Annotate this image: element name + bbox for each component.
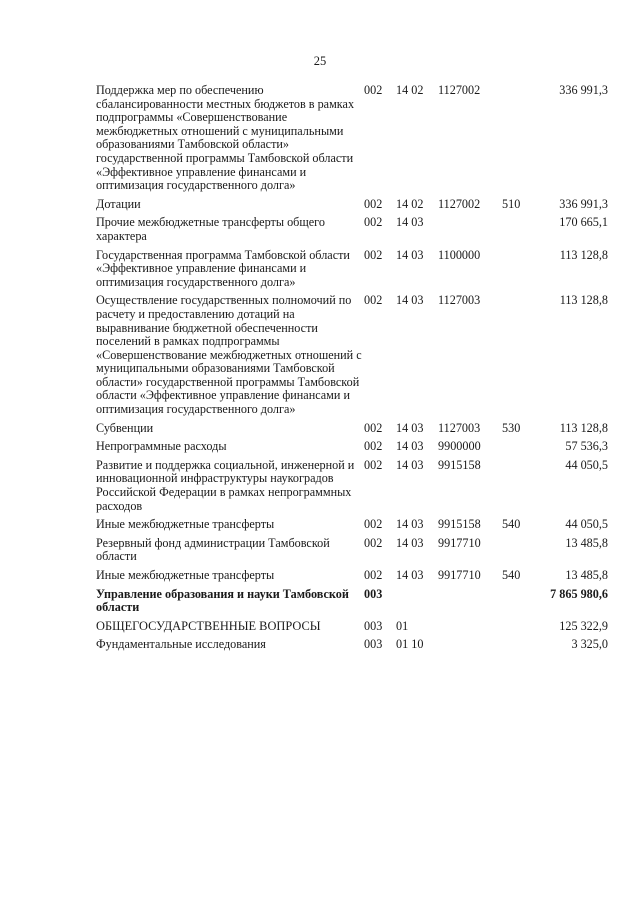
table-row — [96, 633, 608, 652]
row-expense-type — [502, 435, 536, 454]
row-department-code: 002 — [364, 457, 383, 472]
row-name: ОБЩЕГОСУДАРСТВЕННЫЕ ВОПРОСЫ — [96, 618, 321, 633]
row-target-code — [438, 633, 502, 652]
row-section-code — [396, 583, 438, 615]
row-department-code: 003 — [364, 586, 383, 601]
row-name: Иные межбюджетные трансферты — [96, 568, 275, 582]
row-expense-type — [502, 454, 536, 513]
row-amount: 44 050,5 — [565, 457, 608, 472]
row-target-code: 1127002 — [438, 83, 481, 97]
row-section-code: 14 03 — [396, 457, 424, 472]
row-department-code: 002 — [364, 196, 383, 211]
row-department-code: 002 — [364, 535, 383, 550]
table-row — [96, 513, 608, 532]
row-section-code: 14 02 — [396, 196, 424, 211]
row-expense-type — [502, 289, 536, 416]
row-expense-type: 510 — [502, 196, 521, 211]
row-amount: 336 991,3 — [559, 83, 608, 97]
table-row — [96, 289, 608, 416]
row-department-code: 003 — [364, 618, 383, 633]
row-target-code — [438, 583, 502, 615]
table-row — [96, 454, 608, 513]
page-number: 25 — [313, 54, 327, 68]
row-amount: 170 665,1 — [559, 215, 608, 230]
row-name: Поддержка мер по обеспечению сбалансированности местных бюджетов в рамках подпрограммы «Совершенствование межбюджетных отношений с муниципальными образованиями Тамбовской области» государственной программы Тамбовской области «Эффективное управление финансами и оптимизация государственного долга» — [96, 83, 355, 193]
row-amount: 3 325,0 — [571, 637, 608, 652]
row-section-code: 14 03 — [396, 293, 424, 308]
row-department-code: 002 — [364, 517, 383, 532]
row-target-code — [438, 211, 502, 243]
row-section-code: 14 03 — [396, 420, 424, 435]
row-name: Резервный фонд администрации Тамбовской области — [96, 535, 330, 564]
row-amount: 57 536,3 — [565, 439, 608, 454]
table-row-section — [96, 615, 608, 634]
row-expense-type: 540 — [502, 517, 521, 532]
row-name: Прочие межбюджетные трансферты общего характера — [96, 215, 325, 243]
row-name: Развитие и поддержка социальной, инженерной и инновационной инфраструктуры наукоградов Российской Федерации в рамках непрограммных расходов — [96, 457, 355, 513]
row-target-code: 9917710 — [438, 535, 481, 550]
row-target-code: 1127003 — [438, 420, 481, 435]
row-expense-type — [502, 583, 536, 615]
row-target-code: 1127002 — [438, 196, 481, 211]
row-expense-type — [502, 615, 536, 634]
table-row — [96, 435, 608, 454]
row-department-code: 002 — [364, 568, 383, 582]
row-target-code: 9915158 — [438, 457, 481, 472]
row-name: Дотации — [96, 196, 141, 211]
row-section-code: 14 03 — [396, 215, 424, 230]
row-name: Управление образования и науки Тамбовской области — [96, 586, 349, 615]
row-amount: 44 050,5 — [565, 517, 608, 532]
row-department-code: 002 — [364, 439, 383, 454]
table-row — [96, 417, 608, 436]
row-department-code: 002 — [364, 215, 383, 230]
row-name: Субвенции — [96, 420, 154, 435]
row-expense-type — [502, 633, 536, 652]
row-amount: 113 128,8 — [559, 247, 608, 262]
row-section-code: 14 03 — [396, 247, 424, 262]
row-section-code: 01 10 — [396, 637, 424, 652]
row-name: Фундаментальные исследования — [96, 637, 266, 652]
row-section-code: 14 03 — [396, 535, 424, 550]
table-row — [96, 211, 608, 243]
row-section-code: 14 03 — [396, 517, 424, 532]
row-section-code: 14 02 — [396, 83, 424, 97]
row-expense-type: 540 — [502, 568, 521, 582]
row-department-code: 002 — [364, 247, 383, 262]
row-target-code: 9900000 — [438, 439, 481, 454]
row-amount: 13 485,8 — [565, 568, 608, 582]
row-name: Иные межбюджетные трансферты — [96, 517, 275, 532]
row-section-code: 14 03 — [396, 568, 424, 582]
row-expense-type — [502, 84, 536, 193]
row-section-code: 01 — [396, 618, 409, 633]
table-row-department — [96, 583, 608, 615]
row-department-code: 002 — [364, 83, 383, 97]
row-department-code: 002 — [364, 293, 383, 308]
row-target-code — [438, 615, 502, 634]
row-department-code: 002 — [364, 420, 383, 435]
row-name: Непрограммные расходы — [96, 439, 227, 454]
table-row — [96, 532, 608, 564]
table-row — [96, 84, 608, 193]
row-amount: 13 485,8 — [565, 535, 608, 550]
row-department-code: 003 — [364, 637, 383, 652]
row-expense-type — [502, 532, 536, 564]
row-section-code: 14 03 — [396, 439, 424, 454]
row-amount: 7 865 980,6 — [550, 586, 608, 601]
row-target-code: 9915158 — [438, 517, 481, 532]
row-expense-type — [502, 244, 536, 290]
row-amount: 113 128,8 — [559, 420, 608, 435]
table-row — [96, 244, 608, 290]
row-name: Государственная программа Тамбовской области «Эффективное управление финансами и оптимизация государственного долга» — [96, 247, 350, 289]
row-amount: 113 128,8 — [559, 293, 608, 308]
row-target-code: 9917710 — [438, 568, 481, 582]
row-name: Осуществление государственных полномочий по расчету и предоставлению дотаций на выравнивание бюджетной обеспеченности поселений в рамках подпрограммы «Совершенствование межбюджетных отношений с муниципальными образованиями Тамбовской области» государственной программы Тамбовской области «Эффективное управление финансами и оптимизация государственного долга» — [96, 293, 362, 417]
row-amount: 125 322,9 — [559, 618, 608, 633]
row-target-code: 1127003 — [438, 293, 481, 308]
row-amount: 336 991,3 — [559, 196, 608, 211]
table-row — [96, 564, 608, 583]
row-expense-type — [502, 211, 536, 243]
row-expense-type: 530 — [502, 420, 521, 435]
budget-table — [96, 84, 608, 652]
row-target-code: 1100000 — [438, 247, 481, 262]
table-row — [96, 193, 608, 212]
